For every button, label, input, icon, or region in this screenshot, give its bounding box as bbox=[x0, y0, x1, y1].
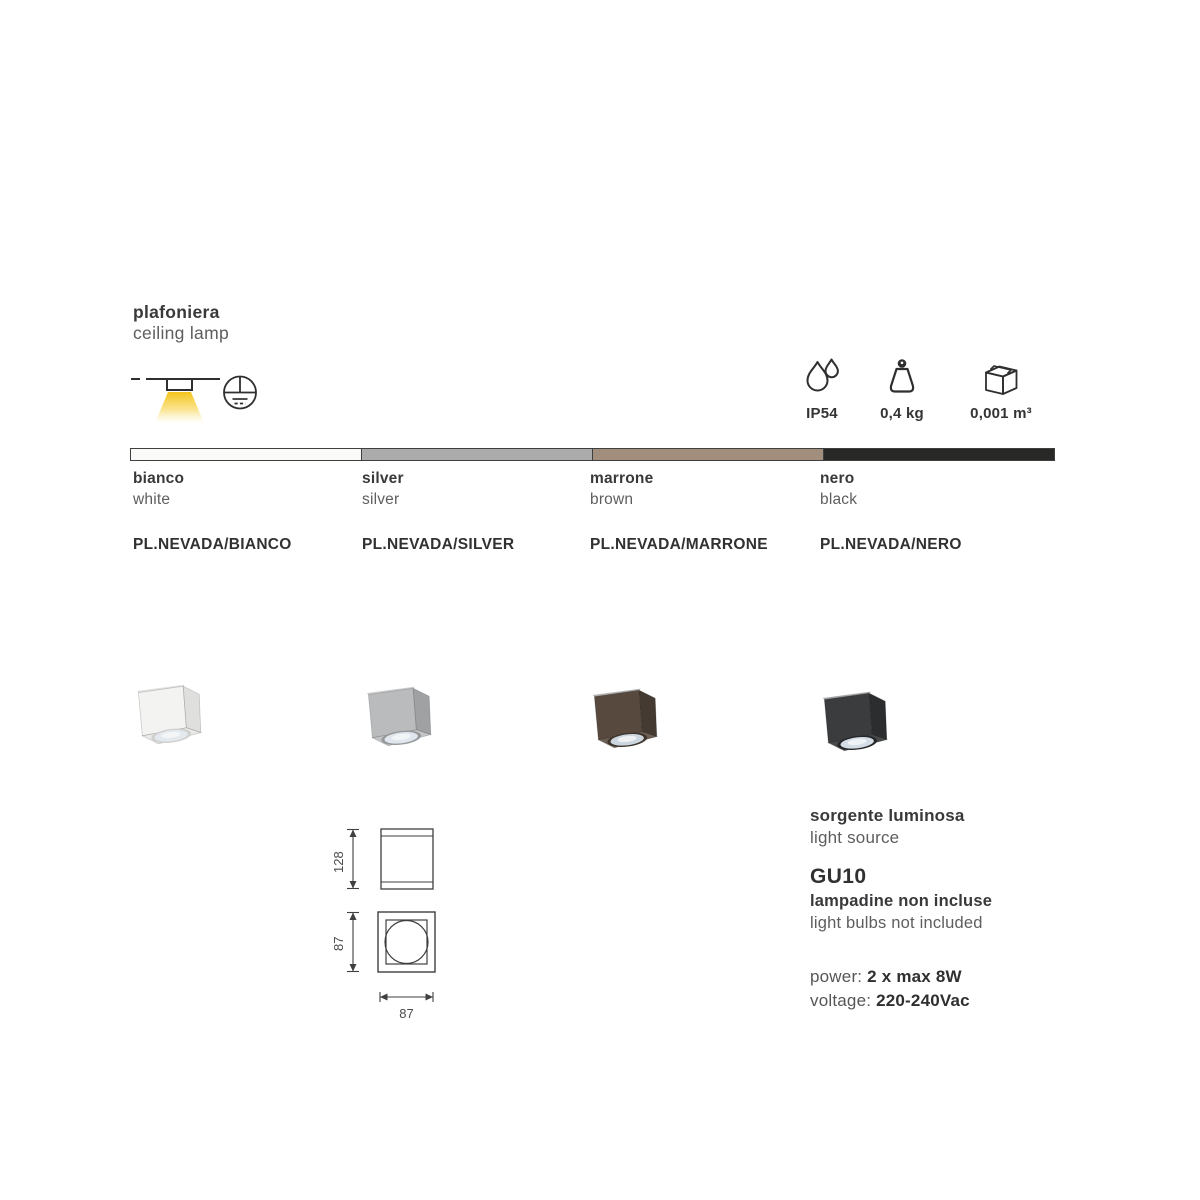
swatch-marrone bbox=[593, 449, 824, 460]
weight-value: 0,4 kg bbox=[880, 405, 924, 422]
width-dimension-label: 87 bbox=[399, 1006, 414, 1021]
socket-type: GU10 bbox=[810, 865, 867, 888]
spec-weight bbox=[867, 358, 937, 422]
variant-name-english: silver bbox=[362, 491, 400, 508]
swatch-bianco bbox=[131, 449, 362, 460]
product-header bbox=[133, 302, 229, 344]
light-source-title-italian: sorgente luminosa bbox=[810, 806, 965, 825]
spec-ip-rating bbox=[789, 358, 855, 422]
height-dimension-label: 128 bbox=[331, 851, 346, 873]
variant-label-silver bbox=[362, 468, 404, 510]
protection-class-earth-icon bbox=[221, 374, 259, 412]
spec-volume bbox=[953, 358, 1049, 422]
voltage-label: voltage: bbox=[810, 990, 872, 1010]
bulbs-note-english: light bulbs not included bbox=[810, 914, 983, 932]
dimension-drawing-side-view bbox=[328, 823, 448, 899]
variant-name-italian: marrone bbox=[590, 470, 654, 487]
power-value: 2 x max 8W bbox=[867, 967, 962, 986]
power-row bbox=[810, 965, 992, 989]
swatch-nero bbox=[824, 449, 1054, 460]
voltage-row bbox=[810, 989, 992, 1013]
product-title-english: ceiling lamp bbox=[133, 323, 230, 343]
water-drops-icon bbox=[804, 358, 840, 398]
variant-name-italian: bianco bbox=[133, 470, 185, 487]
color-swatch-bar bbox=[130, 448, 1055, 461]
variant-name-english: brown bbox=[590, 491, 634, 508]
ip-rating-value: IP54 bbox=[806, 405, 838, 422]
volume-value: 0,001 m³ bbox=[970, 405, 1032, 422]
light-source-title-english: light source bbox=[810, 828, 900, 847]
product-code-silver: PL.NEVADA/SILVER bbox=[362, 536, 515, 553]
weight-icon bbox=[884, 358, 920, 398]
power-label: power: bbox=[810, 967, 863, 986]
package-volume-icon bbox=[981, 358, 1021, 398]
product-title-italian: plafoniera bbox=[133, 302, 220, 322]
product-photo-nero bbox=[814, 683, 894, 761]
product-photo-silver bbox=[358, 678, 438, 756]
ceiling-mounted-lamp-icon bbox=[130, 369, 222, 423]
variant-label-nero bbox=[820, 468, 857, 510]
variant-name-english: black bbox=[820, 491, 858, 508]
variant-label-marrone bbox=[590, 468, 653, 510]
variant-name-italian: nero bbox=[820, 470, 855, 487]
product-code-marrone: PL.NEVADA/MARRONE bbox=[590, 536, 768, 553]
product-photo-marrone bbox=[584, 680, 664, 758]
variant-label-bianco bbox=[133, 468, 184, 510]
voltage-value: 220-240Vac bbox=[876, 990, 970, 1010]
variant-name-italian: silver bbox=[362, 470, 404, 487]
bulbs-note-italian: lampadine non incluse bbox=[810, 892, 993, 910]
product-code-bianco: PL.NEVADA/BIANCO bbox=[133, 536, 292, 553]
depth-dimension-label: 87 bbox=[331, 936, 346, 951]
light-source-block bbox=[810, 805, 992, 1012]
dimension-drawing-bottom-view bbox=[328, 902, 448, 1032]
swatch-silver bbox=[362, 449, 593, 460]
product-code-nero: PL.NEVADA/NERO bbox=[820, 536, 962, 553]
product-photo-bianco bbox=[128, 676, 208, 754]
variant-name-english: white bbox=[133, 491, 171, 508]
